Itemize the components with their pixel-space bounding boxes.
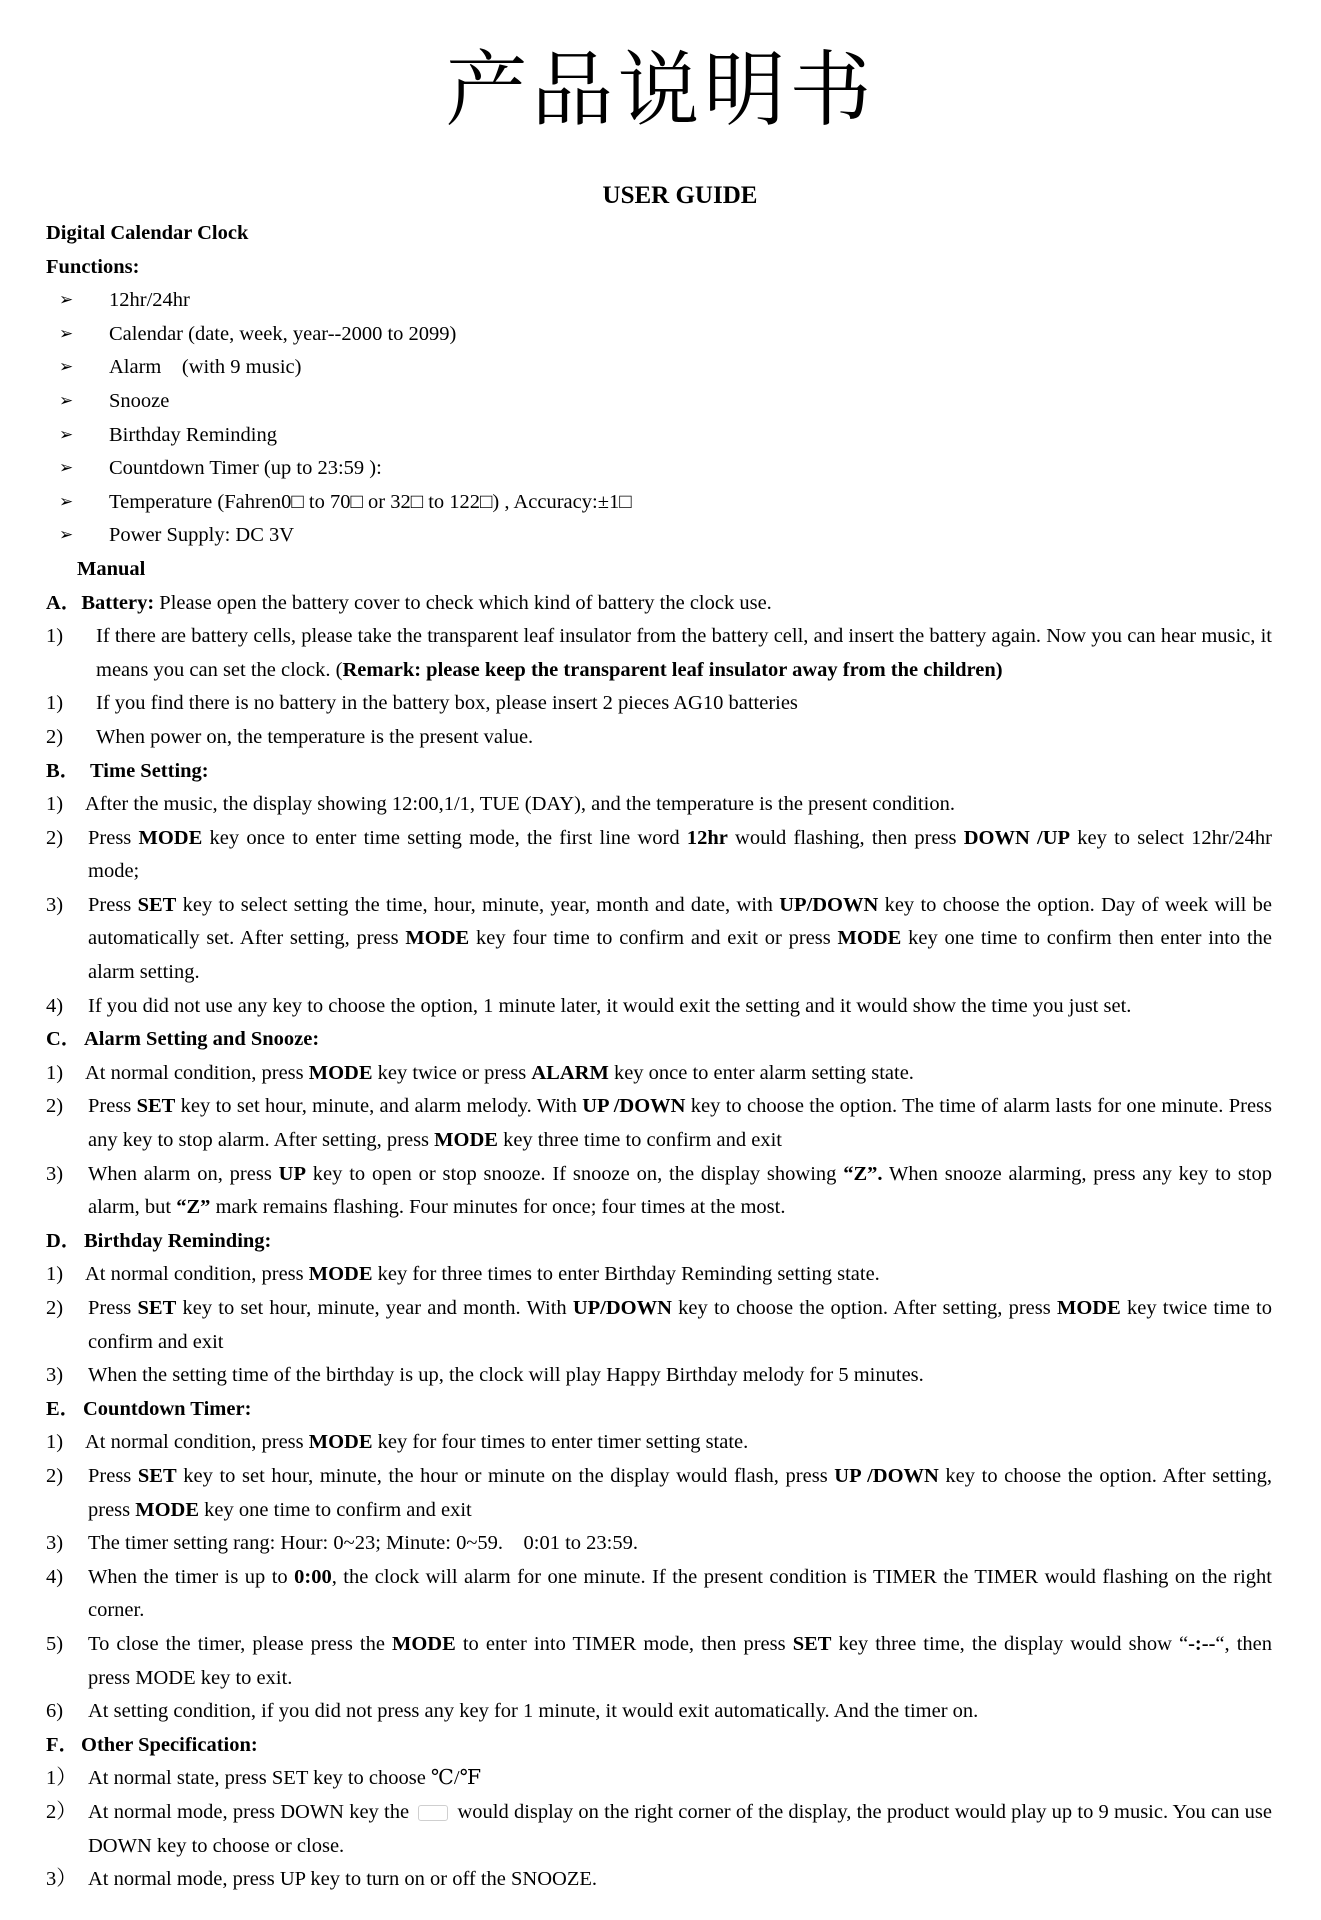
list-item: 5) To close the timer, please press the MODE to enter into TIMER mode, then press SET key three time, the display would show “-:--“, then press MODE key to exit.	[46, 1632, 1273, 1689]
list-item: 2) Press SET key to set hour, minute, year and month. With UP/DOWN key to choose the option. After setting, press MODE key twice time to confirm and exit	[46, 1297, 1272, 1353]
list-item: 4) When the timer is up to 0:00, the clock will alarm for one minute. If the present condition is TIMER the TIMER would flashing on the right corner.	[46, 1565, 1273, 1622]
list-item: 1） At normal state, press SET key to choose ℃/℉	[46, 1767, 482, 1790]
arrow-bullet-icon: ➢	[59, 390, 74, 411]
section-c-heading: C． Alarm Setting and Snooze:	[46, 1028, 320, 1051]
section-b-heading: B． Time Setting:	[46, 759, 209, 782]
list-item: 6) At setting condition, if you did not press any key for 1 minute, it would exit automatically. And the timer on.	[46, 1700, 979, 1723]
list-item: 1) At normal condition, press MODE key for four times to enter timer setting state.	[46, 1431, 749, 1454]
list-item: 3) When alarm on, press UP key to open or stop snooze. If snooze on, the display showing “Z”. When snooze alarming, press any key to stop alarm, but “Z” mark remains flashing. Four minutes for once; four times at the most.	[46, 1162, 1272, 1219]
arrow-bullet-icon: ➢	[59, 357, 74, 378]
arrow-bullet-icon: ➢	[59, 491, 74, 512]
list-item: ➢ Temperature (Fahren0□ to 70□ or 32□ to 122□) , Accuracy:±1□	[46, 486, 1272, 520]
manual-heading: Manual	[77, 557, 146, 580]
list-item: ➢ Alarm (with 9 music)	[46, 351, 1272, 385]
list-item: 2) Press MODE key once to enter time setting mode, the first line word 12hr would flashing, then press DOWN /UP key to select 12hr/24hr mode;	[46, 826, 1272, 883]
list-item: 3) The timer setting rang: Hour: 0~23; Minute: 0~59. 0:01 to 23:59.	[46, 1532, 638, 1555]
list-item: ➢ Power Supply: DC 3V	[46, 519, 1272, 553]
arrow-bullet-icon: ➢	[59, 424, 74, 445]
list-item: 1) If you find there is no battery in the battery box, please insert 2 pieces AG10 batteries	[46, 692, 798, 715]
user-guide-heading: USER GUIDE	[602, 182, 758, 209]
list-item: ➢ Snooze	[46, 385, 1272, 419]
document-body	[46, 217, 1272, 1897]
functions-heading: Functions:	[46, 255, 140, 278]
list-item: 3） At normal mode, press UP key to turn on or off the SNOOZE.	[46, 1868, 598, 1891]
arrow-bullet-icon: ➢	[59, 458, 74, 479]
list-item: ➢ Countdown Timer (up to 23:59 ):	[46, 452, 1272, 486]
list-item: 2) When power on, the temperature is the present value.	[46, 725, 534, 748]
section-f-heading: F． Other Specification:	[46, 1733, 258, 1756]
list-item: ➢ Calendar (date, week, year--2000 to 2099)	[46, 318, 1272, 352]
arrow-bullet-icon: ➢	[59, 290, 74, 311]
arrow-bullet-icon: ➢	[59, 525, 74, 546]
list-item: 1) After the music, the display showing 12:00,1/1, TUE (DAY), and the temperature is the present condition.	[46, 793, 955, 816]
chinese-title: 产品说明书	[445, 43, 876, 138]
list-item: 1) If there are battery cells, please take the transparent leaf insulator from the battery cell, and insert the battery again. Now you can hear music, it means you can set the clock. (Remark: please keep the transparent leaf insulator away from the children)	[46, 625, 1272, 681]
section-e-heading: E． Countdown Timer:	[46, 1397, 252, 1420]
alarm-music-icon	[418, 1805, 448, 1821]
list-item: 3) When the setting time of the birthday is up, the clock will play Happy Birthday melody for 5 minutes.	[46, 1364, 924, 1387]
product-name: Digital Calendar Clock	[46, 222, 249, 244]
list-item: ➢ 12hr/24hr	[46, 284, 1272, 318]
list-item: 2) Press SET key to set hour, minute, the hour or minute on the display would flash, press UP /DOWN key to choose the option. After setting, press MODE key one time to confirm and exit	[46, 1464, 1272, 1521]
list-item: 1) At normal condition, press MODE key twice or press ALARM key once to enter alarm setting state.	[46, 1061, 914, 1084]
list-item: 2） At normal mode, press DOWN key the would display on the right corner of the display, the product would play up to 9 music. You can use DOWN key to choose or close.	[46, 1800, 1272, 1857]
list-item: 1) At normal condition, press MODE key for three times to enter Birthday Reminding setting state.	[46, 1263, 880, 1286]
section-d-heading: D． Birthday Reminding:	[46, 1229, 272, 1252]
list-item: 2) Press SET key to set hour, minute, and alarm melody. With UP /DOWN key to choose the option. The time of alarm lasts for one minute. Press any key to stop alarm. After setting, press MODE key three time to confirm and exit	[46, 1095, 1273, 1152]
section-a-heading: A．Battery: Please open the battery cover to check which kind of battery the clock use.	[46, 591, 772, 614]
functions-list	[46, 284, 1272, 553]
list-item: 4) If you did not use any key to choose the option, 1 minute later, it would exit the setting and it would show the time you just set.	[46, 994, 1132, 1017]
arrow-bullet-icon: ➢	[59, 323, 74, 344]
list-item: 3) Press SET key to select setting the time, hour, minute, year, month and date, with UP/DOWN key to choose the option. Day of week will be automatically set. After setting, press MODE key four time to confirm and exit or press MODE key one time to confirm then enter into the alarm setting.	[46, 893, 1272, 984]
list-item: ➢ Birthday Reminding	[46, 419, 1272, 453]
